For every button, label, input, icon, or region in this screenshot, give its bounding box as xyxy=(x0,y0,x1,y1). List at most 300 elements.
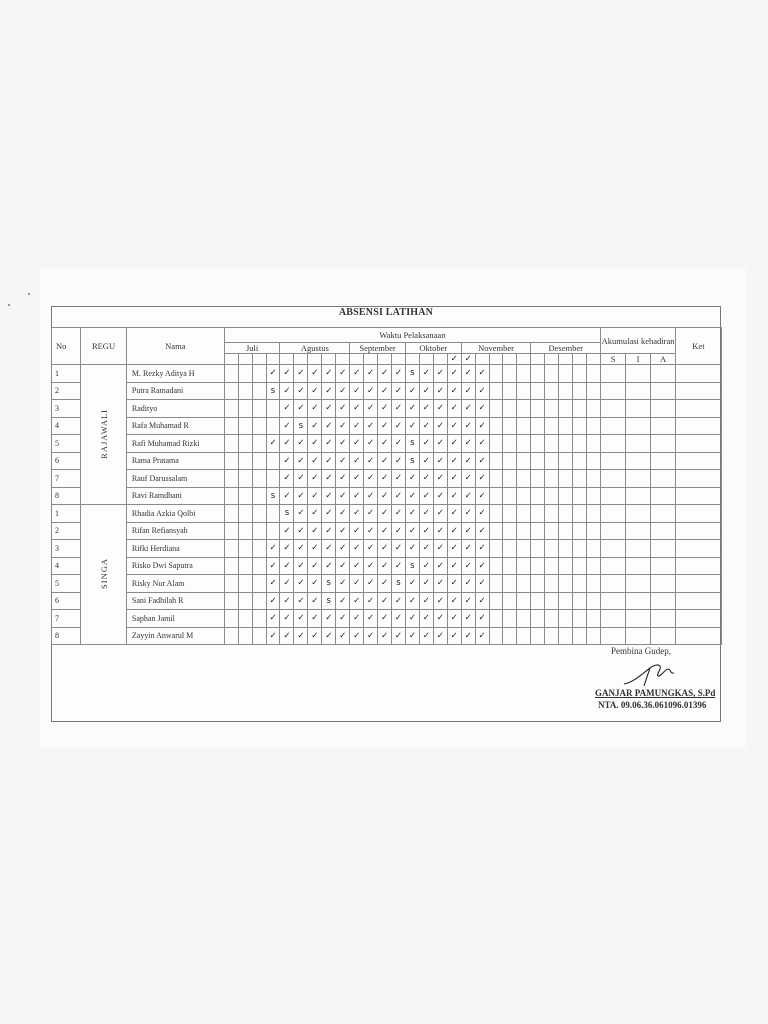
attendance-mark: ✓ xyxy=(405,575,419,593)
member-name: Saphan Jamil xyxy=(126,610,224,628)
summary-i-cell xyxy=(626,365,651,383)
attendance-mark xyxy=(531,505,545,523)
attendance-mark xyxy=(559,452,573,470)
attendance-mark: ✓ xyxy=(391,452,405,470)
attendance-mark: ✓ xyxy=(475,365,489,383)
header-day-cell xyxy=(517,354,531,365)
attendance-mark xyxy=(238,365,252,383)
attendance-mark: ✓ xyxy=(364,540,378,558)
attendance-mark: ✓ xyxy=(336,575,350,593)
header-month: Agustus xyxy=(280,343,350,354)
attendance-mark: ✓ xyxy=(378,540,392,558)
attendance-mark: ✓ xyxy=(280,592,294,610)
attendance-mark xyxy=(559,540,573,558)
attendance-mark xyxy=(517,470,531,488)
attendance-mark xyxy=(545,505,559,523)
summary-i-cell xyxy=(626,505,651,523)
member-name: Ravi Ramdhani xyxy=(126,487,224,505)
attendance-mark xyxy=(545,400,559,418)
attendance-mark: s xyxy=(391,575,405,593)
summary-ket-cell xyxy=(676,452,722,470)
attendance-mark xyxy=(531,435,545,453)
attendance-mark xyxy=(489,627,503,645)
attendance-mark: ✓ xyxy=(294,540,308,558)
attendance-mark xyxy=(224,452,238,470)
attendance-mark: ✓ xyxy=(378,417,392,435)
summary-ket-cell xyxy=(676,400,722,418)
summary-s-cell xyxy=(601,557,626,575)
attendance-mark xyxy=(252,382,266,400)
summary-s-cell xyxy=(601,470,626,488)
attendance-mark: ✓ xyxy=(364,400,378,418)
attendance-mark: ✓ xyxy=(350,417,364,435)
attendance-mark: ✓ xyxy=(308,470,322,488)
attendance-mark: ✓ xyxy=(336,610,350,628)
summary-s-cell xyxy=(601,452,626,470)
attendance-mark: ✓ xyxy=(419,487,433,505)
attendance-mark: ✓ xyxy=(447,557,461,575)
attendance-mark xyxy=(224,610,238,628)
attendance-mark: ✓ xyxy=(433,505,447,523)
table-row xyxy=(52,417,722,435)
attendance-mark: ✓ xyxy=(391,540,405,558)
attendance-mark xyxy=(545,627,559,645)
attendance-mark: ✓ xyxy=(419,575,433,593)
signatory-nta: NTA. 09.06.36.061096.01396 xyxy=(598,700,707,710)
attendance-mark: ✓ xyxy=(308,540,322,558)
attendance-mark: ✓ xyxy=(391,470,405,488)
member-name: Rauf Darussalam xyxy=(126,470,224,488)
attendance-mark xyxy=(224,522,238,540)
attendance-mark: ✓ xyxy=(378,557,392,575)
attendance-mark xyxy=(573,400,587,418)
attendance-mark: ✓ xyxy=(266,592,280,610)
attendance-mark: ✓ xyxy=(391,400,405,418)
signatory-name: GANJAR PAMUNGKAS, S.Pd xyxy=(595,688,716,698)
attendance-mark: ✓ xyxy=(322,417,336,435)
attendance-mark: ✓ xyxy=(364,382,378,400)
attendance-mark: ✓ xyxy=(461,365,475,383)
attendance-mark: ✓ xyxy=(475,382,489,400)
attendance-mark: ✓ xyxy=(433,365,447,383)
attendance-mark xyxy=(587,522,601,540)
attendance-mark: ✓ xyxy=(461,435,475,453)
attendance-mark xyxy=(489,592,503,610)
table-row xyxy=(52,400,722,418)
header-day-cell xyxy=(433,354,447,365)
table-row xyxy=(52,575,722,593)
attendance-mark xyxy=(559,382,573,400)
attendance-mark: ✓ xyxy=(461,610,475,628)
attendance-mark xyxy=(545,470,559,488)
attendance-mark: ✓ xyxy=(433,470,447,488)
attendance-mark xyxy=(559,400,573,418)
attendance-mark: ✓ xyxy=(294,435,308,453)
attendance-mark: ✓ xyxy=(378,365,392,383)
attendance-mark xyxy=(238,382,252,400)
member-name: M. Rezky Aditya H xyxy=(126,365,224,383)
attendance-mark: ✓ xyxy=(280,557,294,575)
attendance-mark: ✓ xyxy=(308,382,322,400)
attendance-mark xyxy=(573,452,587,470)
attendance-mark xyxy=(559,505,573,523)
attendance-mark xyxy=(238,557,252,575)
row-number: 1 xyxy=(52,365,81,383)
attendance-mark: ✓ xyxy=(350,487,364,505)
summary-s-cell xyxy=(601,627,626,645)
attendance-mark xyxy=(531,540,545,558)
attendance-mark: ✓ xyxy=(461,557,475,575)
attendance-mark xyxy=(545,540,559,558)
attendance-mark: ✓ xyxy=(391,435,405,453)
attendance-mark: ✓ xyxy=(447,382,461,400)
attendance-mark: ✓ xyxy=(433,627,447,645)
attendance-mark: ✓ xyxy=(336,505,350,523)
attendance-mark: ✓ xyxy=(266,540,280,558)
attendance-mark xyxy=(517,557,531,575)
attendance-mark: ✓ xyxy=(266,627,280,645)
attendance-mark xyxy=(489,575,503,593)
attendance-mark: ✓ xyxy=(419,400,433,418)
attendance-mark: ✓ xyxy=(475,505,489,523)
attendance-mark: s xyxy=(280,505,294,523)
attendance-mark xyxy=(545,575,559,593)
attendance-mark xyxy=(517,435,531,453)
row-number: 2 xyxy=(52,522,81,540)
attendance-mark: ✓ xyxy=(266,575,280,593)
table-row xyxy=(52,470,722,488)
summary-s-cell xyxy=(601,365,626,383)
attendance-mark xyxy=(545,522,559,540)
attendance-mark: ✓ xyxy=(378,505,392,523)
attendance-mark xyxy=(573,627,587,645)
summary-i-cell xyxy=(626,540,651,558)
header-day-cell xyxy=(545,354,559,365)
attendance-mark: ✓ xyxy=(447,627,461,645)
attendance-mark xyxy=(587,610,601,628)
attendance-mark xyxy=(573,470,587,488)
header-day-cell xyxy=(322,354,336,365)
attendance-mark: ✓ xyxy=(419,417,433,435)
row-number: 3 xyxy=(52,540,81,558)
attendance-mark: ✓ xyxy=(391,382,405,400)
attendance-mark: ✓ xyxy=(336,627,350,645)
attendance-mark: ✓ xyxy=(294,382,308,400)
summary-ket-cell xyxy=(676,575,722,593)
attendance-mark xyxy=(587,487,601,505)
attendance-mark xyxy=(503,575,517,593)
row-number: 2 xyxy=(52,382,81,400)
attendance-mark xyxy=(531,400,545,418)
attendance-mark xyxy=(573,592,587,610)
header-day-cell xyxy=(280,354,294,365)
header-day-cell xyxy=(405,354,419,365)
attendance-mark: ✓ xyxy=(391,592,405,610)
attendance-mark: s xyxy=(405,452,419,470)
summary-a-cell xyxy=(651,452,676,470)
summary-ket-cell xyxy=(676,627,722,645)
member-name: Radityo xyxy=(126,400,224,418)
table-row xyxy=(52,592,722,610)
header-waktu-pelaksanaan: Waktu Pelaksanaan xyxy=(224,328,600,343)
row-number: 4 xyxy=(52,417,81,435)
attendance-mark: ✓ xyxy=(364,592,378,610)
attendance-mark: ✓ xyxy=(364,575,378,593)
attendance-mark xyxy=(224,487,238,505)
attendance-mark: ✓ xyxy=(364,487,378,505)
table-row xyxy=(52,365,722,383)
attendance-mark: ✓ xyxy=(461,470,475,488)
attendance-mark xyxy=(238,435,252,453)
attendance-mark xyxy=(224,540,238,558)
attendance-mark xyxy=(587,592,601,610)
attendance-mark: s xyxy=(322,575,336,593)
attendance-mark: ✓ xyxy=(405,487,419,505)
member-name: Rifan Refiansyah xyxy=(126,522,224,540)
attendance-mark xyxy=(517,417,531,435)
attendance-mark xyxy=(489,382,503,400)
attendance-mark: ✓ xyxy=(461,627,475,645)
stray-mark xyxy=(8,304,10,306)
attendance-mark xyxy=(559,627,573,645)
attendance-mark xyxy=(252,417,266,435)
header-i: I xyxy=(626,354,651,365)
attendance-mark xyxy=(587,365,601,383)
attendance-mark xyxy=(559,435,573,453)
attendance-mark: ✓ xyxy=(350,505,364,523)
attendance-mark: ✓ xyxy=(322,435,336,453)
attendance-mark xyxy=(573,575,587,593)
regu-label: RAJAWALI xyxy=(98,408,109,459)
row-number: 1 xyxy=(52,505,81,523)
attendance-mark xyxy=(224,382,238,400)
attendance-mark: ✓ xyxy=(391,365,405,383)
attendance-mark xyxy=(517,592,531,610)
header-day-cell xyxy=(503,354,517,365)
attendance-mark xyxy=(503,610,517,628)
header-day-cell xyxy=(573,354,587,365)
attendance-mark: ✓ xyxy=(350,400,364,418)
member-name: Rhadia Azkia Qolbi xyxy=(126,505,224,523)
member-name: Rafi Muhamad Rizki xyxy=(126,435,224,453)
summary-a-cell xyxy=(651,540,676,558)
table-row xyxy=(52,522,722,540)
attendance-mark: ✓ xyxy=(294,627,308,645)
attendance-mark: ✓ xyxy=(378,400,392,418)
summary-s-cell xyxy=(601,522,626,540)
attendance-mark: ✓ xyxy=(461,575,475,593)
attendance-mark: ✓ xyxy=(294,592,308,610)
attendance-mark: ✓ xyxy=(294,400,308,418)
member-name: Sani Fadhilah R xyxy=(126,592,224,610)
attendance-mark xyxy=(531,627,545,645)
attendance-mark xyxy=(489,505,503,523)
attendance-mark xyxy=(545,365,559,383)
summary-ket-cell xyxy=(676,557,722,575)
attendance-mark xyxy=(559,470,573,488)
attendance-mark xyxy=(531,417,545,435)
attendance-mark: ✓ xyxy=(433,400,447,418)
attendance-mark: ✓ xyxy=(475,575,489,593)
attendance-mark xyxy=(224,575,238,593)
member-name: Risko Dwi Saputra xyxy=(126,557,224,575)
attendance-mark: ✓ xyxy=(447,417,461,435)
attendance-mark: ✓ xyxy=(266,610,280,628)
attendance-mark xyxy=(238,505,252,523)
header-day-cell xyxy=(475,354,489,365)
attendance-mark xyxy=(503,487,517,505)
header-day-cell xyxy=(350,354,364,365)
attendance-mark: ✓ xyxy=(475,435,489,453)
summary-s-cell xyxy=(601,417,626,435)
attendance-mark xyxy=(503,417,517,435)
summary-s-cell xyxy=(601,610,626,628)
attendance-mark xyxy=(587,627,601,645)
attendance-mark xyxy=(573,435,587,453)
attendance-mark: ✓ xyxy=(322,400,336,418)
attendance-mark: ✓ xyxy=(308,487,322,505)
attendance-mark: ✓ xyxy=(419,610,433,628)
member-name: Putra Ramadani xyxy=(126,382,224,400)
attendance-mark xyxy=(252,452,266,470)
attendance-mark: ✓ xyxy=(447,400,461,418)
attendance-mark xyxy=(252,400,266,418)
summary-a-cell xyxy=(651,592,676,610)
attendance-mark xyxy=(503,400,517,418)
attendance-mark xyxy=(587,417,601,435)
summary-i-cell xyxy=(626,592,651,610)
attendance-mark: s xyxy=(322,592,336,610)
attendance-mark xyxy=(587,435,601,453)
summary-i-cell xyxy=(626,575,651,593)
attendance-mark: ✓ xyxy=(336,435,350,453)
attendance-mark: ✓ xyxy=(447,610,461,628)
summary-a-cell xyxy=(651,470,676,488)
attendance-mark: ✓ xyxy=(294,575,308,593)
attendance-mark xyxy=(531,452,545,470)
header-no: No xyxy=(52,328,81,365)
attendance-mark xyxy=(531,365,545,383)
summary-ket-cell xyxy=(676,365,722,383)
attendance-mark: ✓ xyxy=(419,522,433,540)
attendance-mark: ✓ xyxy=(433,540,447,558)
attendance-mark: ✓ xyxy=(322,487,336,505)
attendance-mark: ✓ xyxy=(419,627,433,645)
attendance-mark xyxy=(252,557,266,575)
table-row xyxy=(52,610,722,628)
attendance-mark xyxy=(503,505,517,523)
attendance-mark: ✓ xyxy=(461,540,475,558)
attendance-mark: ✓ xyxy=(419,470,433,488)
attendance-mark xyxy=(503,592,517,610)
attendance-mark: ✓ xyxy=(308,522,322,540)
header-day-cell xyxy=(364,354,378,365)
header-day-cell xyxy=(587,354,601,365)
attendance-mark xyxy=(573,522,587,540)
row-number: 5 xyxy=(52,435,81,453)
summary-ket-cell xyxy=(676,470,722,488)
member-name: Rafa Muhamad R xyxy=(126,417,224,435)
attendance-mark: ✓ xyxy=(461,417,475,435)
summary-i-cell xyxy=(626,470,651,488)
header-regu: REGU xyxy=(81,328,127,365)
attendance-mark: ✓ xyxy=(378,435,392,453)
attendance-mark xyxy=(266,470,280,488)
attendance-mark: ✓ xyxy=(280,435,294,453)
attendance-mark: s xyxy=(405,365,419,383)
attendance-mark: ✓ xyxy=(336,487,350,505)
attendance-mark: ✓ xyxy=(280,610,294,628)
attendance-mark: ✓ xyxy=(280,487,294,505)
attendance-mark: ✓ xyxy=(475,522,489,540)
attendance-mark xyxy=(252,592,266,610)
summary-a-cell xyxy=(651,417,676,435)
attendance-mark xyxy=(266,505,280,523)
header-day-cell xyxy=(336,354,350,365)
attendance-mark: ✓ xyxy=(447,470,461,488)
attendance-mark: ✓ xyxy=(280,382,294,400)
header-day-cell xyxy=(294,354,308,365)
attendance-mark: ✓ xyxy=(322,365,336,383)
attendance-mark: ✓ xyxy=(280,400,294,418)
attendance-mark: ✓ xyxy=(294,610,308,628)
attendance-mark: ✓ xyxy=(405,522,419,540)
attendance-table xyxy=(51,327,722,645)
table-row xyxy=(52,382,722,400)
attendance-mark: ✓ xyxy=(266,365,280,383)
attendance-mark xyxy=(573,505,587,523)
attendance-mark: ✓ xyxy=(405,610,419,628)
attendance-mark xyxy=(238,592,252,610)
attendance-mark: ✓ xyxy=(405,540,419,558)
attendance-mark xyxy=(587,400,601,418)
header-day-cell xyxy=(308,354,322,365)
attendance-mark: ✓ xyxy=(336,522,350,540)
attendance-mark: ✓ xyxy=(419,452,433,470)
attendance-mark: ✓ xyxy=(475,540,489,558)
attendance-mark: ✓ xyxy=(419,365,433,383)
summary-i-cell xyxy=(626,610,651,628)
row-number: 5 xyxy=(52,575,81,593)
attendance-mark: ✓ xyxy=(350,452,364,470)
attendance-mark xyxy=(559,575,573,593)
attendance-mark: ✓ xyxy=(475,470,489,488)
attendance-mark: ✓ xyxy=(308,627,322,645)
attendance-mark xyxy=(503,365,517,383)
summary-a-cell xyxy=(651,557,676,575)
attendance-mark xyxy=(224,365,238,383)
attendance-mark xyxy=(559,522,573,540)
attendance-mark: ✓ xyxy=(308,435,322,453)
attendance-mark xyxy=(238,417,252,435)
attendance-mark: ✓ xyxy=(364,435,378,453)
attendance-mark: ✓ xyxy=(461,382,475,400)
attendance-mark xyxy=(252,610,266,628)
summary-i-cell xyxy=(626,522,651,540)
attendance-mark: ✓ xyxy=(350,575,364,593)
summary-i-cell xyxy=(626,417,651,435)
attendance-mark: ✓ xyxy=(378,592,392,610)
summary-s-cell xyxy=(601,505,626,523)
summary-ket-cell xyxy=(676,522,722,540)
attendance-mark xyxy=(573,540,587,558)
attendance-mark: ✓ xyxy=(364,452,378,470)
attendance-mark xyxy=(238,487,252,505)
attendance-mark xyxy=(489,557,503,575)
attendance-mark: ✓ xyxy=(336,592,350,610)
header-month: September xyxy=(350,343,406,354)
attendance-mark: ✓ xyxy=(461,400,475,418)
